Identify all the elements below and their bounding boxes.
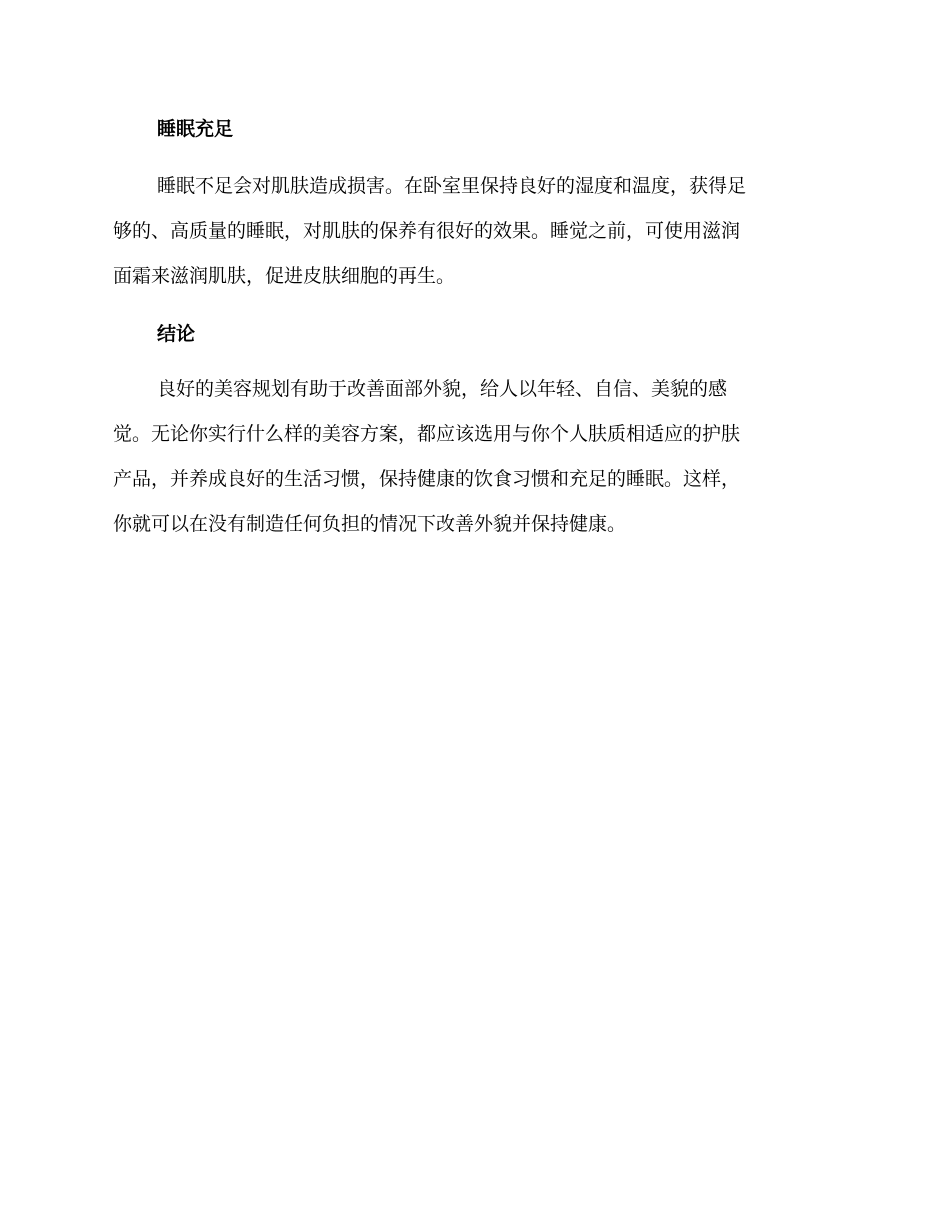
- section-heading-conclusion: 结论: [157, 323, 196, 345]
- section-heading-sleep: 睡眠充足: [157, 118, 234, 140]
- paragraph-line: 产品，并养成良好的生活习惯，保持健康的饮食习惯和充足的睡眠。这样，: [113, 468, 741, 490]
- paragraph-line: 面霜来滋润肌肤，促进皮肤细胞的再生。: [113, 265, 456, 287]
- paragraph-line: 良好的美容规划有助于改善面部外貌，给人以年轻、自信、美貌的感: [157, 378, 728, 400]
- paragraph-conclusion: [113, 367, 833, 547]
- paragraph-line: 够的、高质量的睡眠，对肌肤的保养有很好的效果。睡觉之前，可使用滋润: [113, 220, 741, 242]
- paragraph-line: 睡眠不足会对肌肤造成损害。在卧室里保持良好的湿度和温度，获得足: [157, 175, 747, 197]
- paragraph-line: 觉。无论你实行什么样的美容方案，都应该选用与你个人肤质相适应的护肤: [113, 423, 741, 445]
- paragraph-sleep: [113, 164, 833, 299]
- paragraph-line: 你就可以在没有制造任何负担的情况下改善外貌并保持健康。: [113, 513, 627, 535]
